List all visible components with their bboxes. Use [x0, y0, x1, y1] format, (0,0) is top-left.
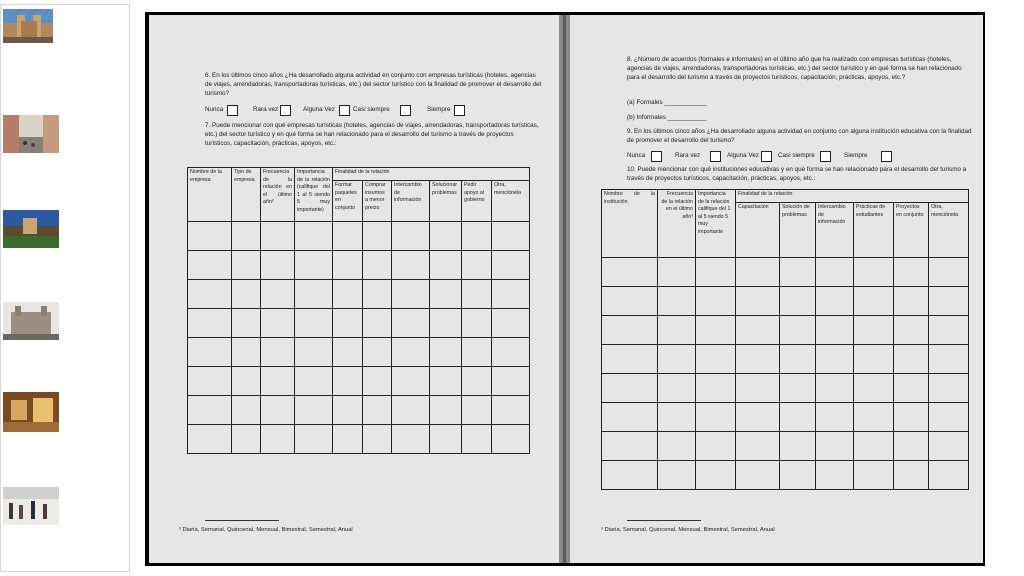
question-9: 9. En los últimos cinco años ¿Ha desarrollado alguna actividad en conjunto con alguna institución educativa con la finalidad de promover el desarrollo del turismo? — [627, 128, 972, 144]
table-cell[interactable] — [392, 396, 430, 425]
table-cell[interactable] — [696, 287, 736, 316]
street-photo-icon — [3, 115, 59, 153]
table-row — [602, 403, 969, 432]
header-nombre-institucion: Nombre de la institución — [602, 190, 658, 258]
right-page — [570, 15, 983, 563]
table-cell[interactable] — [854, 461, 894, 490]
table-cell[interactable] — [602, 432, 658, 461]
table-cell[interactable] — [333, 425, 363, 454]
table-cell[interactable] — [232, 251, 261, 280]
table-cell[interactable] — [363, 367, 392, 396]
table-cell[interactable] — [780, 345, 816, 374]
header-importancia: Importancia de la relación (califique del 1 al 5 siendo 5 muy importante) — [295, 168, 333, 222]
institutions-table-body — [602, 258, 969, 490]
table-cell[interactable] — [736, 345, 780, 374]
q6-checkbox-rara-vez[interactable] — [280, 105, 291, 116]
table-row — [188, 280, 530, 309]
table-cell[interactable] — [492, 425, 530, 454]
table-cell[interactable] — [232, 367, 261, 396]
q6-option-siempre-label: Siempre — [427, 106, 451, 113]
footnote-separator — [205, 520, 279, 521]
table-cell[interactable] — [602, 316, 658, 345]
table-cell[interactable] — [929, 345, 969, 374]
table-cell[interactable] — [736, 374, 780, 403]
table-cell[interactable] — [492, 251, 530, 280]
subheader-solucion-problemas: Solución de problemas — [780, 203, 816, 258]
q6-option-casi-siempre-label: Casi siempre — [353, 106, 390, 113]
table-cell[interactable] — [392, 309, 430, 338]
companies-table-body — [188, 222, 530, 454]
q9-option-siempre-label: Siempre — [844, 152, 868, 159]
table-cell[interactable] — [658, 403, 696, 432]
table-cell[interactable] — [780, 374, 816, 403]
thumbnail-3[interactable] — [3, 210, 59, 250]
table-cell[interactable] — [816, 374, 854, 403]
table-cell[interactable] — [816, 403, 854, 432]
table-cell[interactable] — [602, 461, 658, 490]
subheader-practicas-estudiantes: Prácticas de estudiantes — [854, 203, 894, 258]
table-cell[interactable] — [816, 345, 854, 374]
table-cell[interactable] — [854, 287, 894, 316]
table-cell[interactable] — [462, 251, 492, 280]
table-cell[interactable] — [816, 287, 854, 316]
table-cell[interactable] — [929, 316, 969, 345]
table-cell[interactable] — [188, 367, 232, 396]
table-cell[interactable] — [430, 251, 462, 280]
table-cell[interactable] — [232, 222, 261, 251]
table-row — [602, 287, 969, 316]
header-importancia: Importancia de la relación califique del 1 al 5 siendo 5 muy importante — [696, 190, 736, 258]
q9-checkbox-casi-siempre[interactable] — [820, 151, 831, 162]
table-row — [188, 425, 530, 454]
cathedral-photo-icon — [3, 9, 53, 43]
table-cell[interactable] — [232, 309, 261, 338]
table-cell[interactable] — [261, 251, 295, 280]
table-cell[interactable] — [430, 222, 462, 251]
table-cell[interactable] — [232, 425, 261, 454]
table-cell[interactable] — [392, 251, 430, 280]
table-cell[interactable] — [188, 222, 232, 251]
table-cell[interactable] — [295, 280, 333, 309]
table-cell[interactable] — [492, 222, 530, 251]
footnote-separator — [627, 520, 701, 521]
table-cell[interactable] — [430, 367, 462, 396]
q9-option-alguna-vez-label: Alguna Vez — [727, 152, 759, 159]
table-cell[interactable] — [696, 403, 736, 432]
table-cell[interactable] — [658, 316, 696, 345]
table-cell[interactable] — [392, 367, 430, 396]
table-cell[interactable] — [658, 345, 696, 374]
table-cell[interactable] — [854, 432, 894, 461]
table-cell[interactable] — [261, 396, 295, 425]
table-cell[interactable] — [392, 338, 430, 367]
table-cell[interactable] — [261, 338, 295, 367]
table-cell[interactable] — [462, 367, 492, 396]
table-cell[interactable] — [333, 222, 363, 251]
table-cell[interactable] — [894, 287, 929, 316]
table-row — [188, 309, 530, 338]
table-cell[interactable] — [854, 258, 894, 287]
table-cell[interactable] — [602, 345, 658, 374]
table-cell[interactable] — [816, 461, 854, 490]
thumbnail-sidebar — [0, 4, 130, 572]
table-cell[interactable] — [780, 461, 816, 490]
table-cell[interactable] — [894, 461, 929, 490]
table-cell[interactable] — [658, 374, 696, 403]
table-row — [602, 374, 969, 403]
header-frecuencia: Frecuencia de la relación en el último año² — [261, 168, 295, 222]
table-cell[interactable] — [392, 222, 430, 251]
table-cell[interactable] — [232, 396, 261, 425]
table-cell[interactable] — [696, 258, 736, 287]
table-cell[interactable] — [736, 316, 780, 345]
table-cell[interactable] — [736, 461, 780, 490]
table-cell[interactable] — [188, 280, 232, 309]
subheader-proyectos-conjunto: Proyectos en conjunto — [894, 203, 929, 258]
table-row — [188, 222, 530, 251]
table-cell[interactable] — [295, 396, 333, 425]
table-cell[interactable] — [602, 403, 658, 432]
table-cell[interactable] — [188, 251, 232, 280]
table-cell[interactable] — [894, 403, 929, 432]
table-cell[interactable] — [602, 374, 658, 403]
table-cell[interactable] — [363, 280, 392, 309]
table-cell[interactable] — [816, 316, 854, 345]
table-cell[interactable] — [492, 280, 530, 309]
table-cell[interactable] — [894, 345, 929, 374]
q6-option-nunca-label: Nunca — [205, 106, 224, 113]
table-cell[interactable] — [854, 374, 894, 403]
table-row — [602, 258, 969, 287]
subheader-solucionar-problemas: Solucionar problemas — [430, 181, 462, 222]
table-cell[interactable] — [363, 251, 392, 280]
header-nombre-empresa: Nombre de la empresa — [188, 168, 232, 222]
q8-informales: (b) Informales ___________ — [627, 114, 707, 121]
table-cell[interactable] — [295, 309, 333, 338]
table-cell[interactable] — [929, 258, 969, 287]
table-cell[interactable] — [363, 222, 392, 251]
table-cell[interactable] — [295, 251, 333, 280]
table-cell[interactable] — [333, 367, 363, 396]
church-photo-icon — [3, 302, 59, 340]
table-cell[interactable] — [894, 432, 929, 461]
table-cell[interactable] — [462, 280, 492, 309]
table-cell[interactable] — [392, 280, 430, 309]
table-cell[interactable] — [430, 425, 462, 454]
table-cell[interactable] — [462, 309, 492, 338]
table-cell[interactable] — [696, 432, 736, 461]
table-cell[interactable] — [696, 374, 736, 403]
table-cell[interactable] — [929, 403, 969, 432]
table-cell[interactable] — [430, 338, 462, 367]
document-spread — [145, 12, 985, 566]
table-cell[interactable] — [232, 280, 261, 309]
table-cell[interactable] — [492, 367, 530, 396]
table-cell[interactable] — [430, 309, 462, 338]
table-cell[interactable] — [736, 258, 780, 287]
table-cell[interactable] — [929, 432, 969, 461]
table-cell[interactable] — [333, 280, 363, 309]
table-row — [602, 432, 969, 461]
table-cell[interactable] — [780, 258, 816, 287]
table-cell[interactable] — [295, 367, 333, 396]
footnote-3: ³ Diaria, Semanal, Quincenal, Mensual, Bimestral, Semestral, Anual — [601, 527, 775, 533]
table-cell[interactable] — [188, 309, 232, 338]
table-cell[interactable] — [295, 222, 333, 251]
subheader-otra: Otra, menciónela — [929, 203, 969, 258]
table-row — [602, 345, 969, 374]
plaza-photo-icon — [3, 210, 59, 248]
table-cell[interactable] — [333, 251, 363, 280]
q6-option-alguna-vez-label: Alguna Vez — [303, 106, 335, 113]
table-cell[interactable] — [929, 287, 969, 316]
table-cell[interactable] — [929, 374, 969, 403]
table-cell[interactable] — [261, 425, 295, 454]
subheader-capacitacion: Capacitación — [736, 203, 780, 258]
table-cell[interactable] — [696, 345, 736, 374]
table-cell[interactable] — [333, 396, 363, 425]
table-cell[interactable] — [816, 432, 854, 461]
question-10: 10. Puede mencionar con qué instituciones educativas y en qué forma se han relacionado para el desarrollo del turismo a través de proyectos turísticos, capacitación, prácticas, apoyos, etc.: — [627, 166, 967, 182]
institutions-table — [601, 189, 969, 490]
thumbnail-2[interactable] — [3, 115, 59, 155]
table-row — [188, 367, 530, 396]
table-cell[interactable] — [492, 396, 530, 425]
table-cell[interactable] — [462, 396, 492, 425]
table-cell[interactable] — [854, 345, 894, 374]
subheader-comprar-insumos: Comprar insumos a menor precio — [363, 181, 392, 222]
table-cell[interactable] — [780, 403, 816, 432]
table-row — [188, 251, 530, 280]
table-cell[interactable] — [295, 425, 333, 454]
table-cell[interactable] — [295, 338, 333, 367]
q6-checkbox-casi-siempre[interactable] — [400, 105, 411, 116]
table-header-row — [602, 190, 969, 203]
q9-option-casi-siempre-label: Casi siempre — [778, 152, 815, 159]
table-cell[interactable] — [188, 338, 232, 367]
q6-option-rara-vez-label: Rara vez — [253, 106, 279, 113]
table-cell[interactable] — [261, 367, 295, 396]
page-gutter — [559, 15, 570, 563]
question-8: 8. ¿Número de acuerdos (formales e informales) en el último año que ha realizado con empresas turísticas (hoteles, agencias de viajes, arrendadoras, transportadoras turísticas, etc.) del sector turístico y en qué forma se han relacionado para el desarrollo del turismo a través de proyectos turísticos, capacitación, prácticas, apoyos, etc.? — [627, 56, 962, 81]
crowd-street-photo-icon — [3, 487, 59, 525]
table-cell[interactable] — [780, 432, 816, 461]
q9-option-rara-vez-label: Rara vez — [675, 152, 701, 159]
subheader-formar-paquetes: Formar paquetes en conjunto — [333, 181, 363, 222]
table-cell[interactable] — [696, 461, 736, 490]
table-cell[interactable] — [363, 338, 392, 367]
table-row — [188, 396, 530, 425]
table-cell[interactable] — [658, 432, 696, 461]
table-cell[interactable] — [392, 425, 430, 454]
q9-checkbox-siempre[interactable] — [881, 151, 892, 162]
table-cell[interactable] — [492, 338, 530, 367]
table-cell[interactable] — [430, 396, 462, 425]
companies-table — [187, 167, 530, 454]
question-7: 7. Puede mencionar con qué empresas turísticas (hoteles, agencias de viajes, arrendadoras, transportadoras turísticas, etc.) del sector turístico y en qué forma se han relacionado para el desarrollo del turismo a través de proyectos turísticos, capacitación, prácticas, apoyos, etc.: — [205, 122, 539, 147]
subheader-otra: Otra, menciónela — [492, 181, 530, 222]
table-cell[interactable] — [894, 258, 929, 287]
table-cell[interactable] — [462, 222, 492, 251]
subheader-intercambio-informacion: Intercambio de información — [816, 203, 854, 258]
thumbnail-4[interactable] — [3, 302, 59, 342]
table-cell[interactable] — [188, 396, 232, 425]
table-cell[interactable] — [333, 309, 363, 338]
q9-option-nunca-label: Nunca — [627, 152, 646, 159]
table-row — [602, 461, 969, 490]
question-6: 6. En los últimos cinco años ¿Ha desarrollado alguna actividad en conjunto con empresas turísticas (hoteles, agencias de viajes, arrendadoras, transportadoras turísticas, etc.) del sector turístico con la finalidad de promover el desarrollo del turismo? — [205, 72, 542, 97]
header-finalidad: Finalidad de la relación — [736, 190, 969, 203]
q6-checkbox-siempre[interactable] — [454, 105, 465, 116]
q9-checkbox-nunca[interactable] — [651, 151, 662, 162]
table-cell[interactable] — [658, 461, 696, 490]
table-cell[interactable] — [188, 425, 232, 454]
hotel-room-photo-icon — [3, 392, 59, 432]
table-cell[interactable] — [492, 309, 530, 338]
thumbnail-5[interactable] — [3, 392, 59, 432]
table-cell[interactable] — [929, 461, 969, 490]
table-cell[interactable] — [736, 432, 780, 461]
table-cell[interactable] — [333, 338, 363, 367]
subheader-intercambio-informacion: Intercambio de información — [392, 181, 430, 222]
table-cell[interactable] — [658, 287, 696, 316]
table-cell[interactable] — [462, 425, 492, 454]
table-cell[interactable] — [602, 258, 658, 287]
table-header-row — [188, 168, 530, 181]
table-cell[interactable] — [363, 425, 392, 454]
subheader-pedir-apoyo: Pedir apoyo al gobierno — [462, 181, 492, 222]
header-tipo-empresa: Tipo de empresa — [232, 168, 261, 222]
table-row — [188, 338, 530, 367]
footnote-2: ² Diaria, Semanal, Quincenal, Mensual, Bimestral, Semestral, Anual — [179, 527, 353, 533]
table-cell[interactable] — [602, 287, 658, 316]
table-cell[interactable] — [736, 287, 780, 316]
thumbnail-1[interactable] — [3, 9, 59, 49]
table-cell[interactable] — [232, 338, 261, 367]
table-cell[interactable] — [363, 396, 392, 425]
q9-checkbox-alguna-vez[interactable] — [761, 151, 772, 162]
table-cell[interactable] — [816, 258, 854, 287]
thumbnail-6[interactable] — [3, 487, 59, 527]
table-cell[interactable] — [780, 287, 816, 316]
table-cell[interactable] — [261, 280, 295, 309]
left-page — [149, 15, 559, 563]
table-row — [602, 316, 969, 345]
q9-checkbox-rara-vez[interactable] — [710, 151, 721, 162]
table-cell[interactable] — [854, 316, 894, 345]
q8-formales: (a) Formales ____________ — [627, 99, 707, 106]
table-cell[interactable] — [894, 316, 929, 345]
table-cell[interactable] — [854, 403, 894, 432]
table-cell[interactable] — [363, 309, 392, 338]
q6-checkbox-nunca[interactable] — [227, 105, 238, 116]
table-cell[interactable] — [894, 374, 929, 403]
table-cell[interactable] — [780, 316, 816, 345]
q6-checkbox-alguna-vez[interactable] — [339, 105, 350, 116]
q6-options — [205, 105, 505, 119]
table-cell[interactable] — [261, 309, 295, 338]
table-cell[interactable] — [261, 222, 295, 251]
header-finalidad: Finalidad de la relación — [333, 168, 530, 181]
table-cell[interactable] — [462, 338, 492, 367]
header-frecuencia: Frecuencia de la relación en el último año³ — [658, 190, 696, 258]
table-cell[interactable] — [736, 403, 780, 432]
table-cell[interactable] — [658, 258, 696, 287]
table-cell[interactable] — [696, 316, 736, 345]
table-cell[interactable] — [430, 280, 462, 309]
q9-options — [627, 151, 927, 165]
